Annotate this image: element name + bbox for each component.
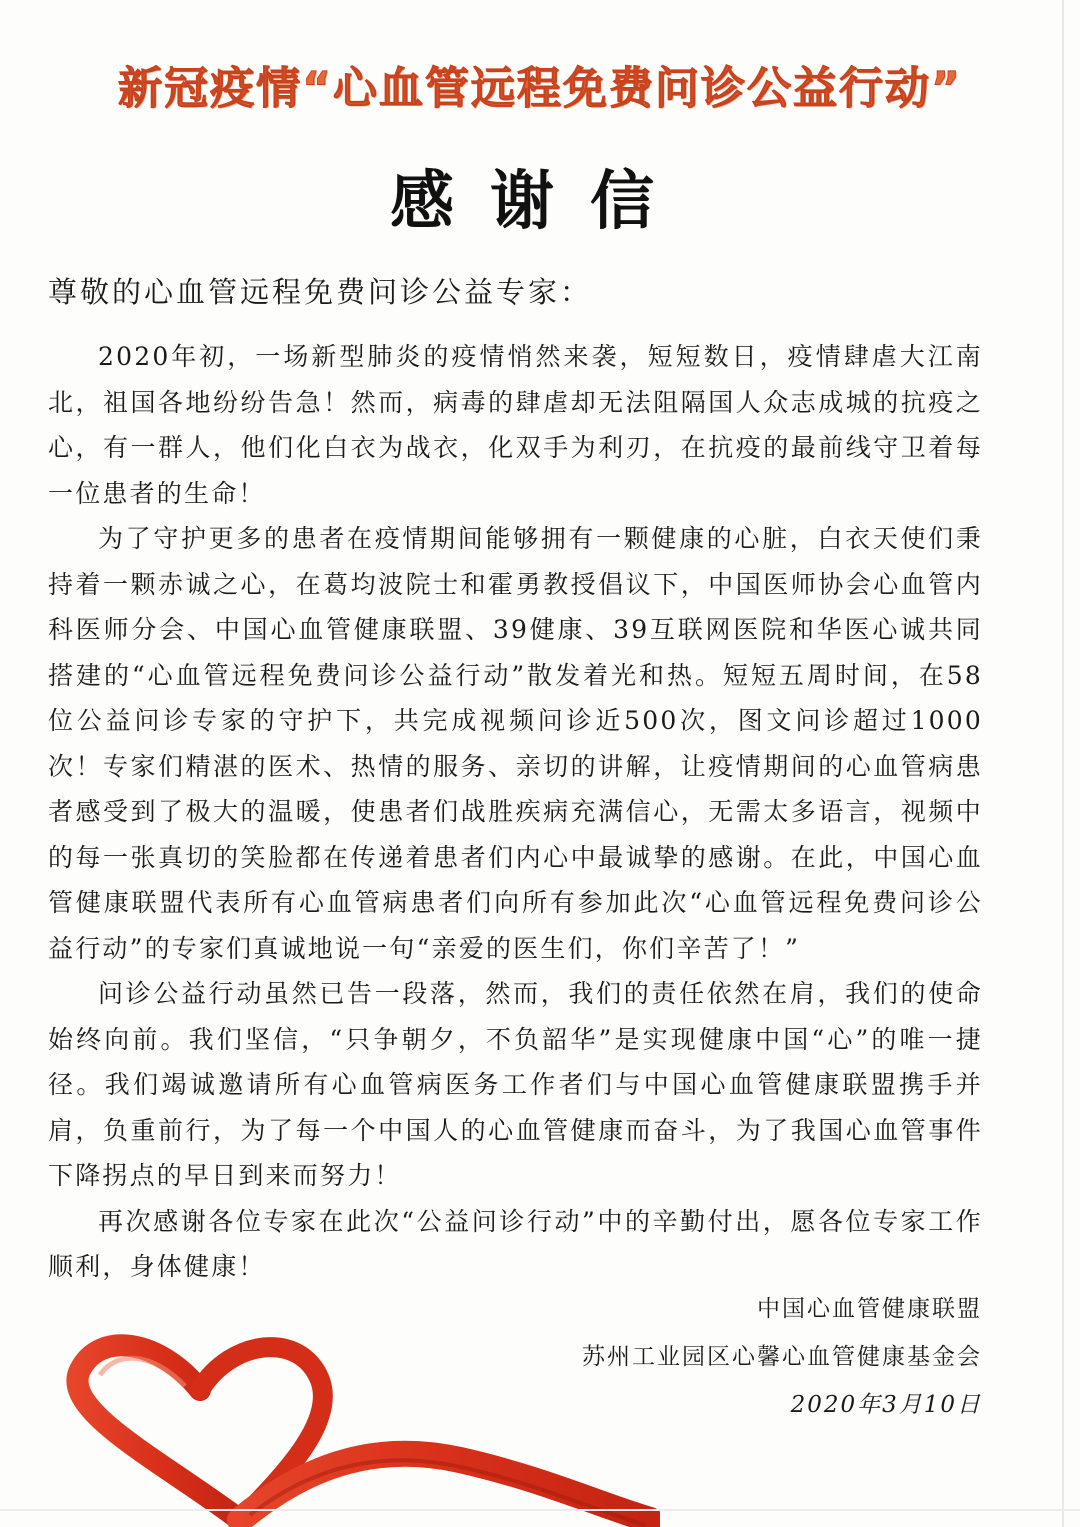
signature-org-2: 苏州工业园区心馨心血管健康基金会	[582, 1344, 982, 1370]
letter-body	[48, 334, 983, 1290]
signature-date: 2020年3月10日	[790, 1392, 982, 1418]
campaign-banner: 新冠疫情“心血管远程免费问诊公益行动”	[118, 63, 962, 114]
heart-ribbon-icon	[40, 1320, 660, 1527]
scan-edge-right	[1062, 0, 1064, 1527]
signature-org-1: 中国心血管健康联盟	[757, 1296, 982, 1322]
paragraph-2: 为了守护更多的患者在疫情期间能够拥有一颗健康的心脏，白衣天使们秉持着一颗赤诚之心，在葛均波院士和霍勇教授倡议下，中国医师协会心血管内科医师分会、中国心血管健康联盟、39健康、39互联网医院和华医心诚共同搭建的“心血管远程免费问诊公益行动”散发着光和热。短短五周时间，在58位公益问诊专家的守护下，共完成视频问诊近500次，图文问诊超过1000次！专家们精湛的医术、热情的服务、亲切的讲解，让疫情期间的心血管病患者感受到了极大的温暖，使患者们战胜疾病充满信心，无需太多语言，视频中的每一张真切的笑脸都在传递着患者们内心中最诚挚的感谢。在此，中国心血管健康联盟代表所有心血管病患者们向所有参加此次“心血管远程免费问诊公益行动”的专家们真诚地说一句“亲爱的医生们，你们辛苦了！”	[48, 524, 983, 963]
scan-edge-bottom	[0, 1509, 1080, 1511]
paragraph-3: 问诊公益行动虽然已告一段落，然而，我们的责任依然在肩，我们的使命始终向前。我们坚信，“只争朝夕，不负韶华”是实现健康中国“心”的唯一捷径。我们竭诚邀请所有心血管病医务工作者们与中国心血管健康联盟携手并肩，负重前行，为了每一个中国人的心血管健康而奋斗，为了我国心血管事件下降拐点的早日到来而努力！	[48, 979, 983, 1190]
paragraph-4: 再次感谢各位专家在此次“公益问诊行动”中的辛勤付出，愿各位专家工作顺利，身体健康！	[48, 1206, 983, 1281]
paragraph-1: 2020年初，一场新型肺炎的疫情悄然来袭，短短数日，疫情肆虐大江南北，祖国各地纷纷告急！然而，病毒的肆虐却无法阻隔国人众志成城的抗疫之心，有一群人，他们化白衣为战衣，化双手为利刃，在抗疫的最前线守卫着每一位患者的生命！	[48, 342, 983, 508]
letter-title: 感谢信	[390, 164, 690, 239]
salutation: 尊敬的心血管远程免费问诊公益专家：	[48, 275, 593, 309]
